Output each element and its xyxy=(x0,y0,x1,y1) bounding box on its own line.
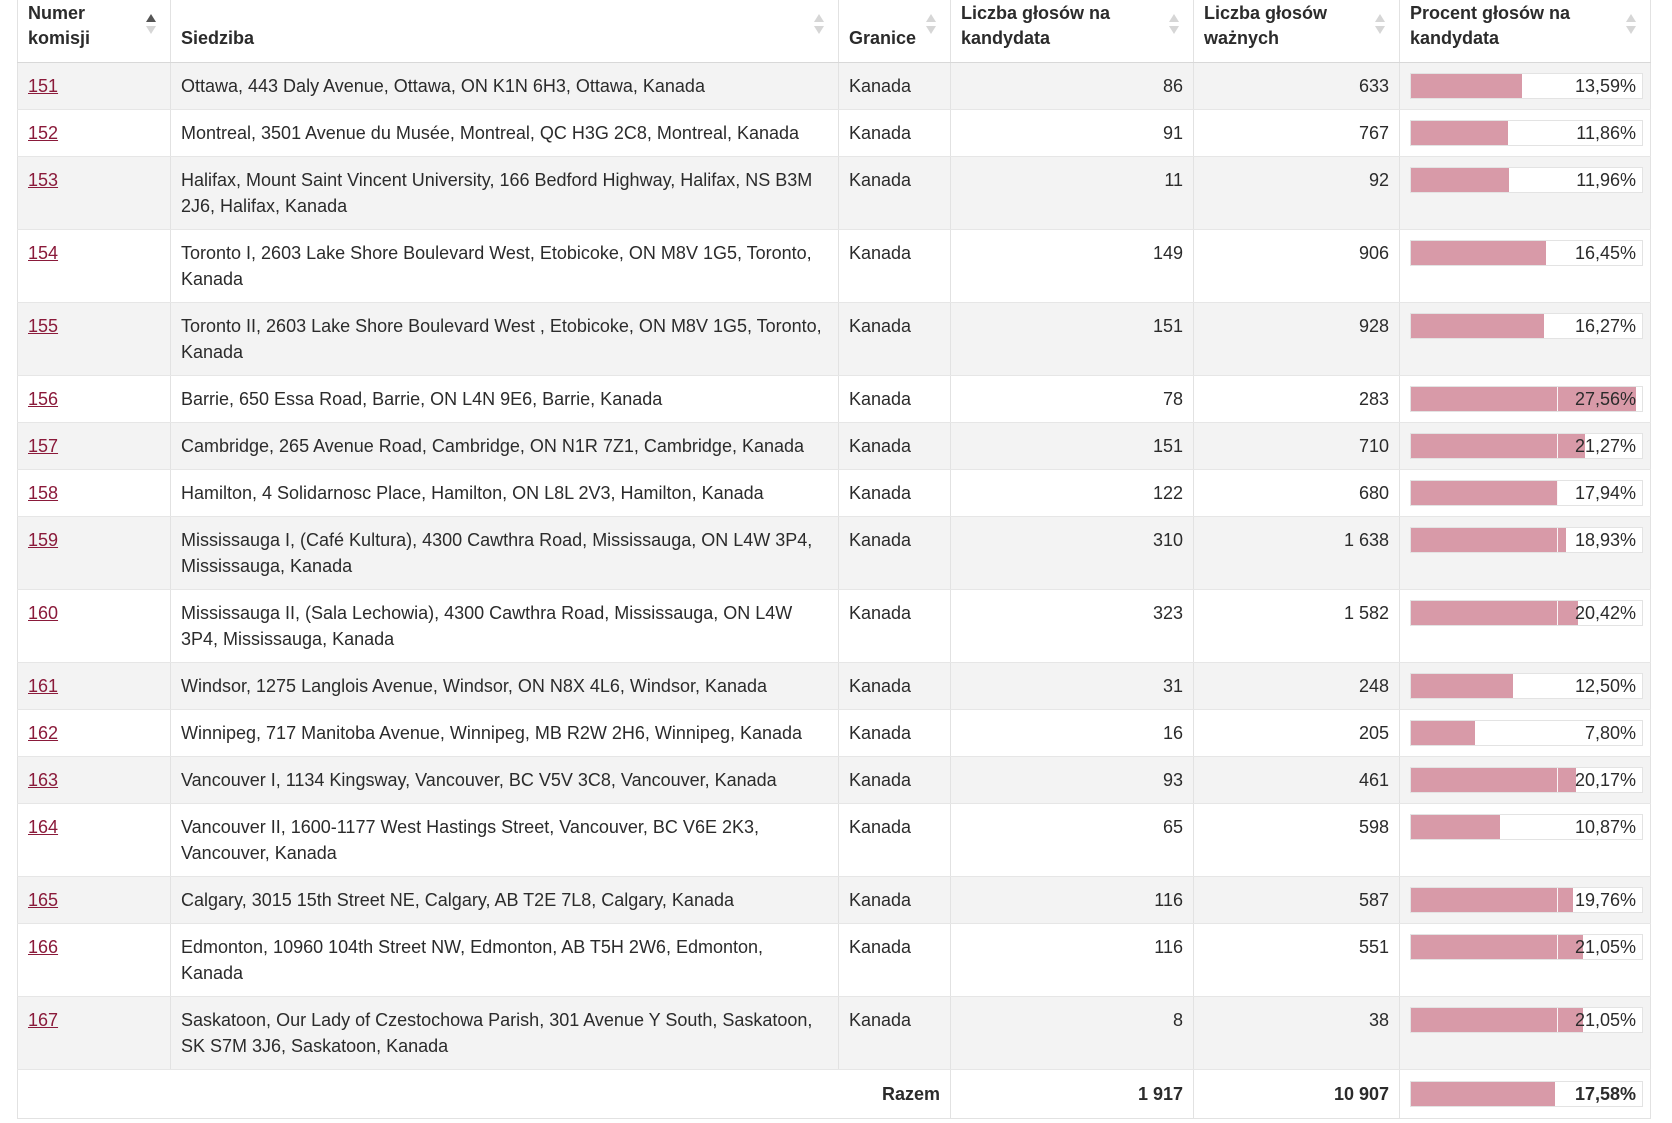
column-header-label: Liczba głosów na kandydata xyxy=(961,3,1111,48)
percent-value: 13,59% xyxy=(1574,76,1636,96)
cell-numer xyxy=(18,924,171,997)
percent-bar-fill xyxy=(1411,601,1578,625)
percent-bar xyxy=(1410,767,1640,793)
percent-bar xyxy=(1410,1081,1640,1107)
cell-glosy-kandydat: 16 xyxy=(951,710,1194,757)
percent-value: 19,76% xyxy=(1574,890,1636,910)
cell-siedziba: Edmonton, 10960 104th Street NW, Edmonton, AB T5H 2W6, Edmonton, Kanada xyxy=(171,924,839,997)
cell-glosy-kandydat: 78 xyxy=(951,376,1194,423)
table-row xyxy=(18,63,1651,110)
table-row xyxy=(18,376,1651,423)
cell-granice: Kanada xyxy=(839,303,951,376)
percent-value: 17,58% xyxy=(1574,1084,1636,1104)
cell-numer xyxy=(18,110,171,157)
percent-bar-marker xyxy=(1557,815,1558,839)
cell-siedziba: Vancouver II, 1600-1177 West Hastings Street, Vancouver, BC V6E 2K3, Vancouver, Kanada xyxy=(171,804,839,877)
percent-value: 7,80% xyxy=(1584,723,1636,743)
table-row xyxy=(18,710,1651,757)
column-header-label: Liczba głosów ważnych xyxy=(1204,3,1328,48)
table-row xyxy=(18,517,1651,590)
commission-link[interactable]: 167 xyxy=(28,1010,59,1030)
percent-bar-marker xyxy=(1557,601,1558,625)
cell-glosy-wazne: 551 xyxy=(1194,924,1400,997)
table-row xyxy=(18,804,1651,877)
cell-glosy-kandydat: 323 xyxy=(951,590,1194,663)
cell-glosy-kandydat: 122 xyxy=(951,470,1194,517)
percent-value: 10,87% xyxy=(1574,817,1636,837)
cell-procent xyxy=(1400,804,1651,877)
cell-numer xyxy=(18,590,171,663)
total-label: Razem xyxy=(18,1070,951,1119)
cell-procent xyxy=(1400,110,1651,157)
table-row xyxy=(18,230,1651,303)
percent-bar-fill xyxy=(1411,74,1522,98)
sort-icon[interactable] xyxy=(1169,14,1179,36)
cell-procent xyxy=(1400,376,1651,423)
percent-bar xyxy=(1410,527,1640,553)
sort-icon[interactable] xyxy=(926,14,936,36)
cell-granice: Kanada xyxy=(839,157,951,230)
percent-bar-fill xyxy=(1411,481,1558,505)
cell-glosy-wazne: 283 xyxy=(1194,376,1400,423)
cell-siedziba: Hamilton, 4 Solidarnosc Place, Hamilton, ON L8L 2V3, Hamilton, Kanada xyxy=(171,470,839,517)
percent-value: 20,42% xyxy=(1574,603,1636,623)
cell-glosy-kandydat: 31 xyxy=(951,663,1194,710)
cell-glosy-kandydat: 310 xyxy=(951,517,1194,590)
cell-numer xyxy=(18,376,171,423)
cell-siedziba: Vancouver I, 1134 Kingsway, Vancouver, BC V5V 3C8, Vancouver, Kanada xyxy=(171,757,839,804)
percent-bar xyxy=(1410,934,1640,960)
percent-bar-marker xyxy=(1557,1082,1558,1106)
percent-bar-marker xyxy=(1557,387,1558,411)
percent-bar xyxy=(1410,480,1640,506)
cell-numer xyxy=(18,470,171,517)
cell-numer xyxy=(18,710,171,757)
commission-link[interactable]: 152 xyxy=(28,123,59,143)
percent-bar-marker xyxy=(1557,721,1558,745)
column-header-label: Granice xyxy=(849,28,917,48)
cell-siedziba: Toronto II, 2603 Lake Shore Boulevard West , Etobicoke, ON M8V 1G5, Toronto, Kanada xyxy=(171,303,839,376)
cell-glosy-wazne: 710 xyxy=(1194,423,1400,470)
cell-numer xyxy=(18,997,171,1070)
cell-glosy-wazne: 1 582 xyxy=(1194,590,1400,663)
table-row xyxy=(18,423,1651,470)
percent-value: 21,27% xyxy=(1574,436,1636,456)
cell-glosy-kandydat: 116 xyxy=(951,877,1194,924)
percent-bar-fill xyxy=(1411,888,1573,912)
cell-granice: Kanada xyxy=(839,757,951,804)
percent-bar-fill xyxy=(1411,721,1475,745)
sort-icon[interactable] xyxy=(1375,14,1385,36)
percent-value: 16,27% xyxy=(1574,316,1636,336)
cell-granice: Kanada xyxy=(839,590,951,663)
commission-link[interactable]: 153 xyxy=(28,170,59,190)
cell-granice: Kanada xyxy=(839,470,951,517)
cell-procent xyxy=(1400,590,1651,663)
column-header-glosy-kandydat[interactable] xyxy=(951,0,1194,63)
cell-granice: Kanada xyxy=(839,663,951,710)
cell-glosy-wazne: 928 xyxy=(1194,303,1400,376)
percent-bar-fill xyxy=(1411,674,1513,698)
total-procent xyxy=(1400,1070,1651,1119)
cell-procent xyxy=(1400,230,1651,303)
commission-link[interactable]: 158 xyxy=(28,483,59,503)
column-header-siedziba[interactable] xyxy=(171,0,839,63)
cell-glosy-kandydat: 11 xyxy=(951,157,1194,230)
percent-bar xyxy=(1410,720,1640,746)
cell-granice: Kanada xyxy=(839,710,951,757)
cell-procent xyxy=(1400,877,1651,924)
percent-bar-fill xyxy=(1411,241,1546,265)
cell-numer xyxy=(18,877,171,924)
commission-link[interactable]: 162 xyxy=(28,723,59,743)
percent-bar-fill xyxy=(1411,434,1585,458)
cell-siedziba: Saskatoon, Our Lady of Czestochowa Parish, 301 Avenue Y South, Saskatoon, SK S7M 3J6, Saskatoon, Kanada xyxy=(171,997,839,1070)
cell-glosy-wazne: 767 xyxy=(1194,110,1400,157)
percent-bar-fill xyxy=(1411,1082,1555,1106)
percent-bar xyxy=(1410,887,1640,913)
cell-procent xyxy=(1400,663,1651,710)
cell-numer xyxy=(18,157,171,230)
commission-link[interactable]: 155 xyxy=(28,316,59,336)
sort-ascending-icon[interactable] xyxy=(146,14,156,36)
cell-glosy-wazne: 598 xyxy=(1194,804,1400,877)
cell-siedziba: Mississauga II, (Sala Lechowia), 4300 Cawthra Road, Mississauga, ON L4W 3P4, Mississauga, Kanada xyxy=(171,590,839,663)
table-row xyxy=(18,590,1651,663)
commission-link[interactable]: 157 xyxy=(28,436,59,456)
percent-bar-marker xyxy=(1557,434,1558,458)
table-row xyxy=(18,157,1651,230)
percent-bar-fill xyxy=(1411,121,1508,145)
commission-link[interactable]: 163 xyxy=(28,770,59,790)
percent-value: 21,05% xyxy=(1574,1010,1636,1030)
cell-procent xyxy=(1400,517,1651,590)
table-row xyxy=(18,663,1651,710)
cell-granice: Kanada xyxy=(839,63,951,110)
cell-siedziba: Cambridge, 265 Avenue Road, Cambridge, ON N1R 7Z1, Cambridge, Kanada xyxy=(171,423,839,470)
percent-bar-marker xyxy=(1557,674,1558,698)
cell-glosy-wazne: 92 xyxy=(1194,157,1400,230)
cell-numer xyxy=(18,230,171,303)
commission-link[interactable]: 161 xyxy=(28,676,59,696)
percent-value: 17,94% xyxy=(1574,483,1636,503)
percent-bar-marker xyxy=(1557,888,1558,912)
cell-glosy-kandydat: 65 xyxy=(951,804,1194,877)
table-row xyxy=(18,303,1651,376)
cell-glosy-kandydat: 151 xyxy=(951,423,1194,470)
cell-glosy-kandydat: 151 xyxy=(951,303,1194,376)
table-row xyxy=(18,997,1651,1070)
percent-bar xyxy=(1410,120,1640,146)
cell-numer xyxy=(18,303,171,376)
cell-glosy-kandydat: 93 xyxy=(951,757,1194,804)
cell-glosy-wazne: 906 xyxy=(1194,230,1400,303)
commission-link[interactable]: 159 xyxy=(28,530,59,550)
table-row xyxy=(18,470,1651,517)
percent-bar xyxy=(1410,73,1640,99)
cell-glosy-wazne: 38 xyxy=(1194,997,1400,1070)
percent-value: 11,86% xyxy=(1576,123,1636,143)
percent-bar xyxy=(1410,313,1640,339)
cell-numer xyxy=(18,804,171,877)
sort-icon[interactable] xyxy=(1626,14,1636,36)
commission-link[interactable]: 164 xyxy=(28,817,59,837)
percent-bar xyxy=(1410,167,1640,193)
commission-link[interactable]: 154 xyxy=(28,243,59,263)
commission-link[interactable]: 160 xyxy=(28,603,59,623)
percent-bar xyxy=(1410,814,1640,840)
percent-value: 21,05% xyxy=(1574,937,1636,957)
commission-link[interactable]: 156 xyxy=(28,389,59,409)
percent-bar-marker xyxy=(1557,74,1558,98)
cell-glosy-kandydat: 91 xyxy=(951,110,1194,157)
table-row xyxy=(18,757,1651,804)
results-table xyxy=(17,0,1651,1119)
percent-bar xyxy=(1410,240,1640,266)
percent-bar-marker xyxy=(1557,241,1558,265)
commission-link[interactable]: 166 xyxy=(28,937,59,957)
cell-procent xyxy=(1400,63,1651,110)
cell-siedziba: Calgary, 3015 15th Street NE, Calgary, AB T2E 7L8, Calgary, Kanada xyxy=(171,877,839,924)
cell-siedziba: Windsor, 1275 Langlois Avenue, Windsor, ON N8X 4L6, Windsor, Kanada xyxy=(171,663,839,710)
percent-bar-marker xyxy=(1557,528,1558,552)
cell-numer xyxy=(18,663,171,710)
cell-granice: Kanada xyxy=(839,877,951,924)
percent-value: 12,50% xyxy=(1574,676,1636,696)
percent-bar-marker xyxy=(1557,168,1558,192)
table-header-row xyxy=(18,0,1651,63)
cell-granice: Kanada xyxy=(839,230,951,303)
table-row xyxy=(18,877,1651,924)
percent-value: 27,56% xyxy=(1574,389,1636,409)
cell-siedziba: Halifax, Mount Saint Vincent University, 166 Bedford Highway, Halifax, NS B3M 2J6, Halifax, Kanada xyxy=(171,157,839,230)
percent-bar-fill xyxy=(1411,168,1509,192)
total-row xyxy=(18,1070,1651,1119)
cell-procent xyxy=(1400,997,1651,1070)
cell-granice: Kanada xyxy=(839,517,951,590)
total-glosy-kandydat: 1 917 xyxy=(951,1070,1194,1119)
cell-procent xyxy=(1400,710,1651,757)
cell-glosy-wazne: 680 xyxy=(1194,470,1400,517)
percent-bar xyxy=(1410,433,1640,459)
column-header-label: Procent głosów na kandydata xyxy=(1410,3,1571,48)
sort-icon[interactable] xyxy=(814,14,824,36)
cell-granice: Kanada xyxy=(839,924,951,997)
cell-glosy-kandydat: 86 xyxy=(951,63,1194,110)
percent-bar-marker xyxy=(1557,1008,1558,1032)
cell-siedziba: Winnipeg, 717 Manitoba Avenue, Winnipeg, MB R2W 2H6, Winnipeg, Kanada xyxy=(171,710,839,757)
cell-granice: Kanada xyxy=(839,423,951,470)
cell-glosy-wazne: 205 xyxy=(1194,710,1400,757)
column-header-glosy-wazne[interactable] xyxy=(1194,0,1400,63)
cell-procent xyxy=(1400,757,1651,804)
cell-granice: Kanada xyxy=(839,110,951,157)
cell-glosy-wazne: 633 xyxy=(1194,63,1400,110)
percent-value: 20,17% xyxy=(1574,770,1636,790)
results-table-container xyxy=(17,0,1650,1119)
column-header-procent[interactable] xyxy=(1400,0,1651,63)
percent-bar-marker xyxy=(1557,481,1558,505)
percent-bar-fill xyxy=(1411,314,1544,338)
commission-link[interactable]: 151 xyxy=(28,76,59,96)
cell-glosy-kandydat: 8 xyxy=(951,997,1194,1070)
percent-bar-fill xyxy=(1411,768,1576,792)
column-header-numer[interactable] xyxy=(18,0,171,63)
percent-bar xyxy=(1410,1007,1640,1033)
cell-glosy-wazne: 248 xyxy=(1194,663,1400,710)
cell-procent xyxy=(1400,303,1651,376)
cell-numer xyxy=(18,423,171,470)
percent-bar-fill xyxy=(1411,528,1566,552)
cell-siedziba: Mississauga I, (Café Kultura), 4300 Cawthra Road, Mississauga, ON L4W 3P4, Mississauga, Kanada xyxy=(171,517,839,590)
column-header-label: Siedziba xyxy=(181,28,255,48)
percent-bar-marker xyxy=(1557,314,1558,338)
cell-siedziba: Toronto I, 2603 Lake Shore Boulevard West, Etobicoke, ON M8V 1G5, Toronto, Kanada xyxy=(171,230,839,303)
cell-glosy-wazne: 587 xyxy=(1194,877,1400,924)
cell-glosy-kandydat: 149 xyxy=(951,230,1194,303)
percent-value: 11,96% xyxy=(1576,170,1636,190)
cell-glosy-kandydat: 116 xyxy=(951,924,1194,997)
percent-bar xyxy=(1410,673,1640,699)
percent-bar-marker xyxy=(1557,121,1558,145)
table-row xyxy=(18,110,1651,157)
cell-granice: Kanada xyxy=(839,376,951,423)
cell-procent xyxy=(1400,924,1651,997)
cell-glosy-wazne: 461 xyxy=(1194,757,1400,804)
cell-granice: Kanada xyxy=(839,997,951,1070)
percent-bar xyxy=(1410,386,1640,412)
total-glosy-wazne: 10 907 xyxy=(1194,1070,1400,1119)
cell-numer xyxy=(18,63,171,110)
percent-value: 16,45% xyxy=(1574,243,1636,263)
cell-procent xyxy=(1400,470,1651,517)
percent-bar-marker xyxy=(1557,768,1558,792)
cell-siedziba: Ottawa, 443 Daly Avenue, Ottawa, ON K1N 6H3, Ottawa, Kanada xyxy=(171,63,839,110)
column-header-label: Numer komisji xyxy=(28,3,91,48)
column-header-granice[interactable] xyxy=(839,0,951,63)
cell-siedziba: Barrie, 650 Essa Road, Barrie, ON L4N 9E6, Barrie, Kanada xyxy=(171,376,839,423)
percent-bar-fill xyxy=(1411,815,1500,839)
percent-value: 18,93% xyxy=(1574,530,1636,550)
cell-siedziba: Montreal, 3501 Avenue du Musée, Montreal, QC H3G 2C8, Montreal, Kanada xyxy=(171,110,839,157)
cell-numer xyxy=(18,757,171,804)
cell-procent xyxy=(1400,157,1651,230)
commission-link[interactable]: 165 xyxy=(28,890,59,910)
table-row xyxy=(18,924,1651,997)
percent-bar xyxy=(1410,600,1640,626)
cell-glosy-wazne: 1 638 xyxy=(1194,517,1400,590)
cell-numer xyxy=(18,517,171,590)
table-body xyxy=(18,63,1651,1119)
cell-procent xyxy=(1400,423,1651,470)
cell-granice: Kanada xyxy=(839,804,951,877)
percent-bar-marker xyxy=(1557,935,1558,959)
